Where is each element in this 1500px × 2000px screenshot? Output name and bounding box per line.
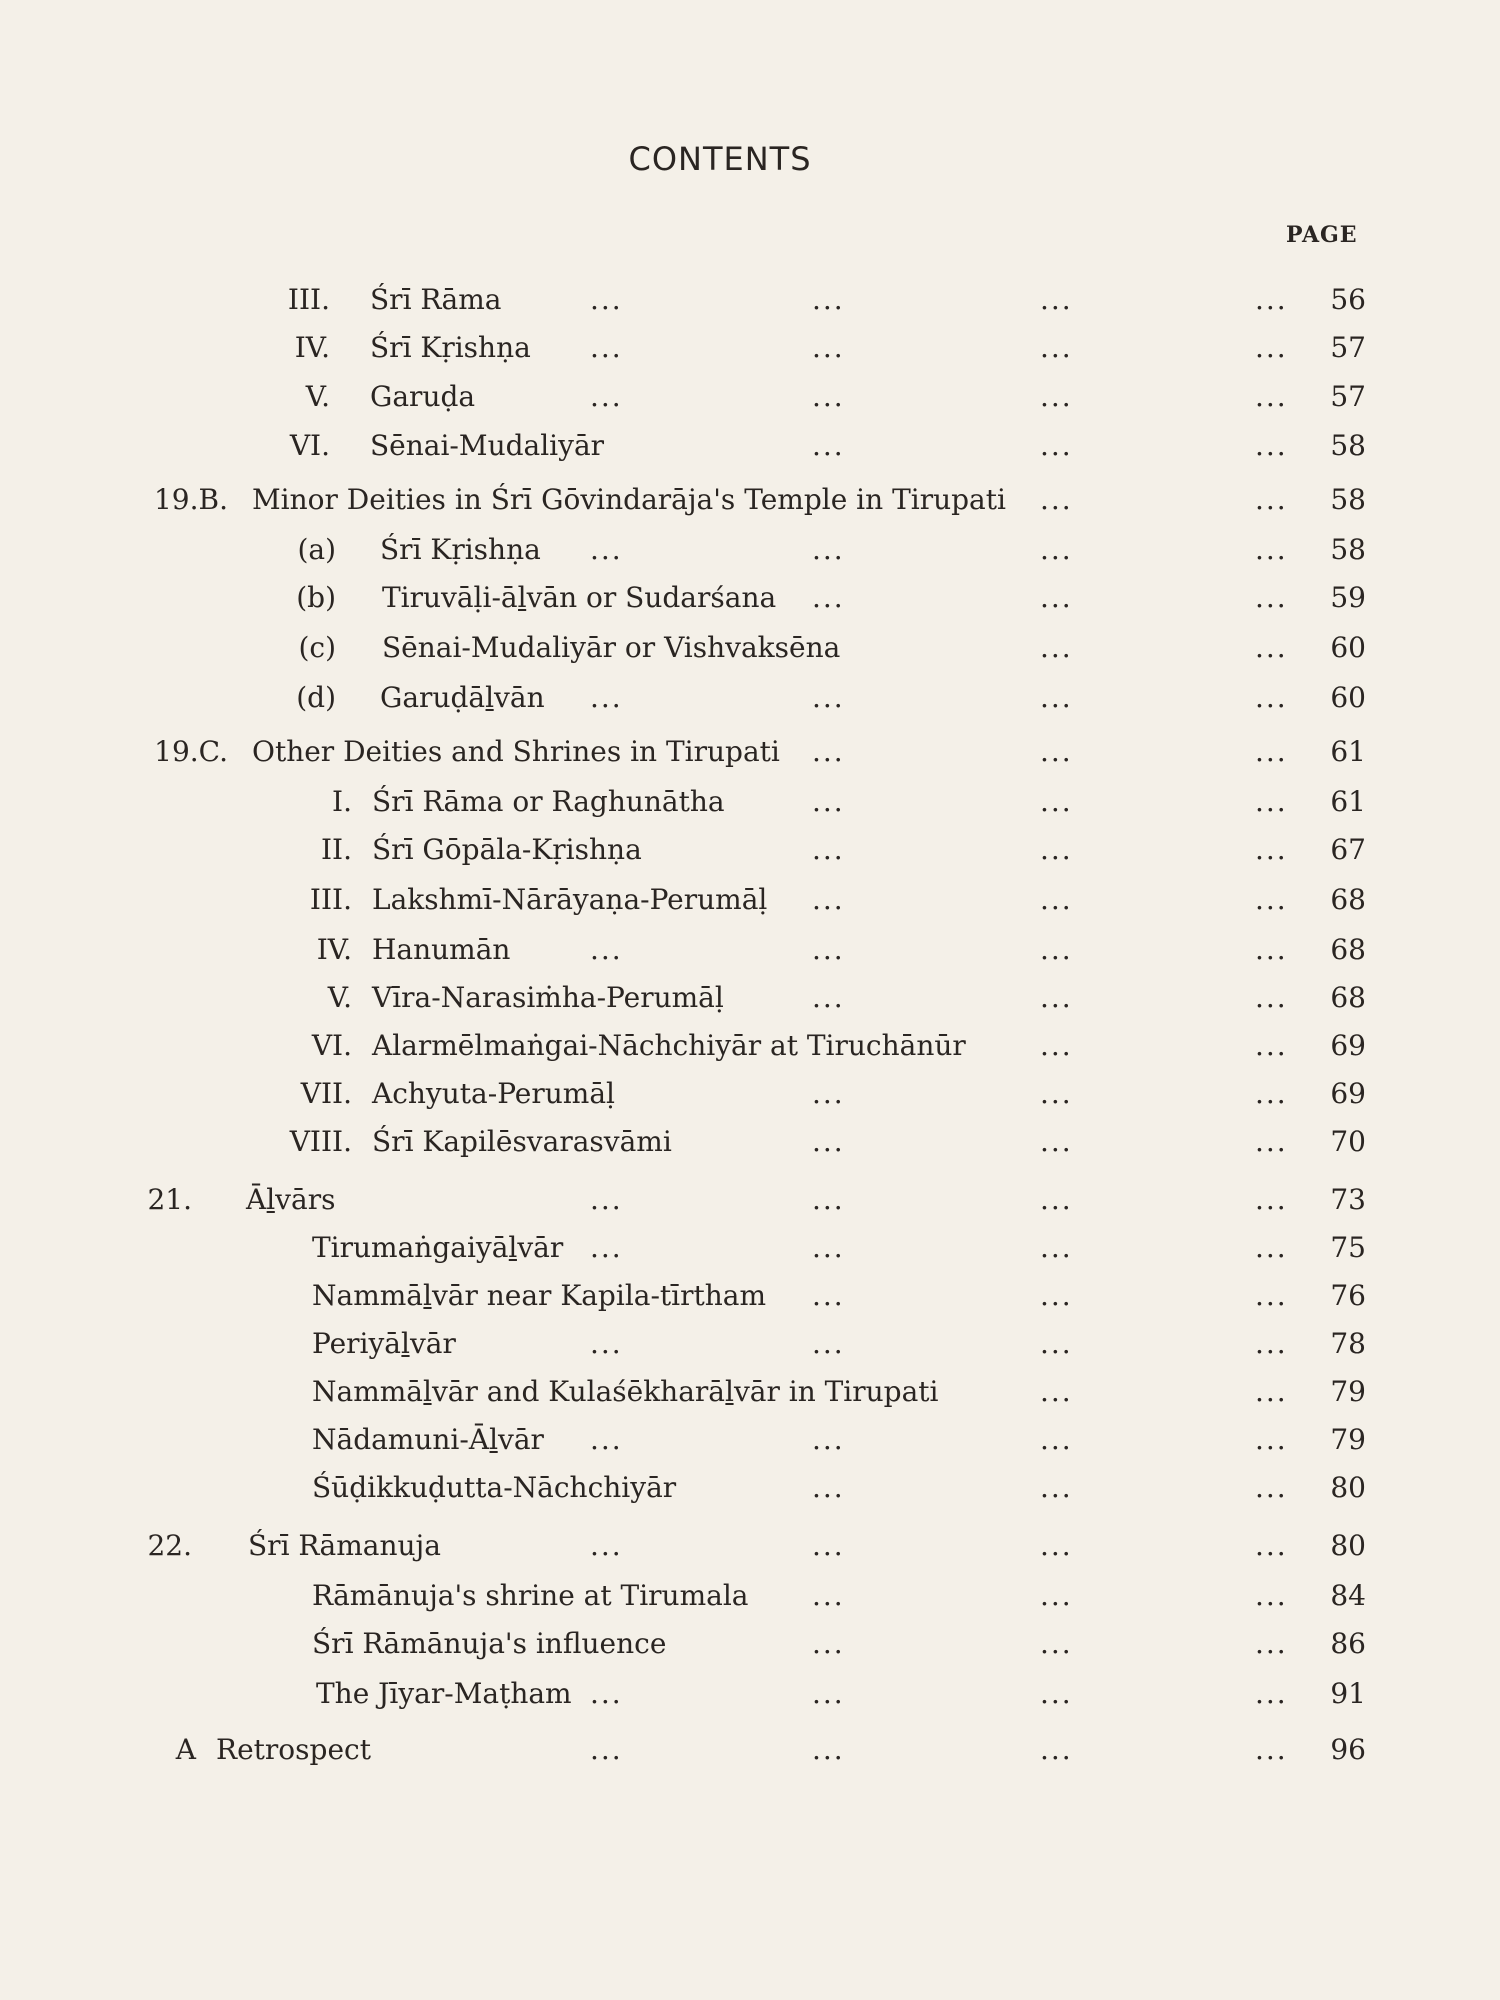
- toc-entry-number: (c): [298, 631, 336, 664]
- dot-leader: ...: [1255, 1327, 1288, 1360]
- dot-leader: ...: [812, 785, 845, 818]
- dot-leader: ...: [590, 1327, 623, 1360]
- page-column-header: PAGE: [1286, 222, 1358, 248]
- toc-entry-page: 56: [1330, 283, 1366, 316]
- dot-leader: ...: [812, 1627, 845, 1660]
- dot-leader: ...: [812, 1579, 845, 1612]
- toc-entry-title: Hanumān: [372, 933, 511, 966]
- toc-entry-page: 91: [1330, 1677, 1366, 1710]
- dot-leader: ...: [1040, 981, 1073, 1014]
- dot-leader: ...: [1040, 380, 1073, 413]
- dot-leader: ...: [812, 581, 845, 614]
- dot-leader: ...: [1255, 331, 1288, 364]
- toc-entry-number: III.: [287, 283, 330, 316]
- toc-entry: [0, 377, 1500, 417]
- toc-entry-page: 61: [1330, 785, 1366, 818]
- dot-leader: ...: [1040, 681, 1073, 714]
- dot-leader: ...: [1255, 533, 1288, 566]
- dot-leader: ...: [1040, 631, 1073, 664]
- toc-entry: [0, 1420, 1500, 1460]
- dot-leader: ...: [1255, 1677, 1288, 1710]
- toc-entry-number: IV.: [316, 933, 352, 966]
- dot-leader: ...: [812, 1125, 845, 1158]
- dot-leader: ...: [1040, 1627, 1073, 1660]
- toc-entry-page: 84: [1330, 1579, 1366, 1612]
- toc-entry-page: 60: [1330, 631, 1366, 664]
- toc-entry-number: 22.: [147, 1529, 192, 1562]
- dot-leader: ...: [1255, 981, 1288, 1014]
- dot-leader: ...: [590, 1231, 623, 1264]
- toc-entry: [0, 1526, 1500, 1566]
- dot-leader: ...: [1255, 1077, 1288, 1110]
- toc-entry: [0, 678, 1500, 718]
- dot-leader: ...: [590, 533, 623, 566]
- dot-leader: ...: [812, 1733, 845, 1766]
- toc-entry-title: Achyuta-Perumāḷ: [372, 1077, 615, 1110]
- dot-leader: ...: [1040, 883, 1073, 916]
- dot-leader: ...: [812, 1231, 845, 1264]
- dot-leader: ...: [812, 1279, 845, 1312]
- dot-leader: ...: [1040, 1677, 1073, 1710]
- dot-leader: ...: [812, 883, 845, 916]
- dot-leader: ...: [1255, 833, 1288, 866]
- toc-entry: [0, 1122, 1500, 1162]
- toc-entry: [0, 782, 1500, 822]
- dot-leader: ...: [1255, 1423, 1288, 1456]
- dot-leader: ...: [812, 1423, 845, 1456]
- toc-entry-title: The Jīyar-Maṭham: [316, 1677, 572, 1710]
- toc-entry-title: Śrī Kṛishṇa: [370, 331, 531, 364]
- toc-entry-number: VII.: [300, 1077, 352, 1110]
- dot-leader: ...: [1255, 581, 1288, 614]
- dot-leader: ...: [1255, 1579, 1288, 1612]
- dot-leader: ...: [1040, 933, 1073, 966]
- toc-entry-page: 78: [1330, 1327, 1366, 1360]
- toc-entry-page: 60: [1330, 681, 1366, 714]
- toc-entry-title: Vīra-Narasiṁha-Perumāḷ: [372, 981, 724, 1014]
- dot-leader: ...: [1255, 1627, 1288, 1660]
- dot-leader: ...: [1255, 631, 1288, 664]
- dot-leader: ...: [590, 681, 623, 714]
- toc-entry-title: Minor Deities in Śrī Gōvindarāja's Temple in Tirupati: [252, 483, 1006, 516]
- toc-entry-page: 96: [1330, 1733, 1366, 1766]
- toc-entry-number: 21.: [147, 1183, 192, 1216]
- dot-leader: ...: [590, 1183, 623, 1216]
- toc-entry: [0, 1180, 1500, 1220]
- dot-leader: ...: [1040, 429, 1073, 462]
- toc-entry-page: 57: [1330, 331, 1366, 364]
- dot-leader: ...: [1040, 581, 1073, 614]
- toc-entry-number: II.: [320, 833, 352, 866]
- dot-leader: ...: [812, 681, 845, 714]
- dot-leader: ...: [812, 1471, 845, 1504]
- toc-entry-number: V.: [305, 380, 330, 413]
- toc-entry-title: Rāmānuja's shrine at Tirumala: [312, 1579, 749, 1612]
- toc-entry-page: 61: [1330, 735, 1366, 768]
- toc-entry: [0, 426, 1500, 466]
- dot-leader: ...: [812, 331, 845, 364]
- dot-leader: ...: [1040, 735, 1073, 768]
- toc-entry-number: VI.: [311, 1029, 352, 1062]
- dot-leader: ...: [1255, 1471, 1288, 1504]
- toc-entry-number: 19.C.: [154, 735, 228, 768]
- dot-leader: ...: [590, 380, 623, 413]
- dot-leader: ...: [812, 429, 845, 462]
- dot-leader: ...: [1040, 1029, 1073, 1062]
- dot-leader: ...: [1255, 1029, 1288, 1062]
- toc-entry-number: VIII.: [289, 1125, 352, 1158]
- dot-leader: ...: [1040, 1375, 1073, 1408]
- dot-leader: ...: [812, 833, 845, 866]
- dot-leader: ...: [1255, 883, 1288, 916]
- toc-entry-page: 68: [1330, 933, 1366, 966]
- dot-leader: ...: [812, 1677, 845, 1710]
- toc-entry: [0, 578, 1500, 618]
- toc-entry-number: (d): [296, 681, 336, 714]
- toc-entry: [0, 628, 1500, 668]
- dot-leader: ...: [1040, 1471, 1073, 1504]
- toc-entry-title: Śūḍikkuḍutta-Nāchchiyār: [312, 1471, 677, 1504]
- dot-leader: ...: [590, 283, 623, 316]
- toc-entry: [0, 1276, 1500, 1316]
- toc-entry-page: 69: [1330, 1077, 1366, 1110]
- toc-entry: [0, 1324, 1500, 1364]
- toc-entry-number: 19.B.: [153, 483, 228, 516]
- dot-leader: ...: [1255, 283, 1288, 316]
- toc-entry-title: Nādamuni-Āḻvār: [312, 1423, 544, 1456]
- dot-leader: ...: [1255, 483, 1288, 516]
- toc-entry-number: A: [175, 1733, 196, 1766]
- toc-entry: [0, 530, 1500, 570]
- dot-leader: ...: [1040, 1279, 1073, 1312]
- toc-entry: [0, 1576, 1500, 1616]
- toc-entry-page: 59: [1330, 581, 1366, 614]
- toc-entry-number: (a): [297, 533, 336, 566]
- dot-leader: ...: [1255, 933, 1288, 966]
- dot-leader: ...: [1255, 1529, 1288, 1562]
- toc-entry-title: Garuḍāḻvān: [380, 681, 545, 714]
- toc-entry-page: 73: [1330, 1183, 1366, 1216]
- dot-leader: ...: [812, 1327, 845, 1360]
- dot-leader: ...: [1255, 1279, 1288, 1312]
- toc-entry-page: 70: [1330, 1125, 1366, 1158]
- toc-entry-page: 80: [1330, 1529, 1366, 1562]
- toc-entry: [0, 480, 1500, 520]
- toc-entry-page: 69: [1330, 1029, 1366, 1062]
- toc-entry: [0, 930, 1500, 970]
- dot-leader: ...: [1255, 1125, 1288, 1158]
- dot-leader: ...: [1255, 1183, 1288, 1216]
- dot-leader: ...: [1040, 1733, 1073, 1766]
- toc-entry-number: VI.: [289, 429, 330, 462]
- dot-leader: ...: [812, 380, 845, 413]
- toc-entry-number: I.: [332, 785, 352, 818]
- dot-leader: ...: [812, 283, 845, 316]
- toc-entry-title: Tiruvāḷi-āḻvān or Sudarśana: [382, 581, 777, 614]
- toc-entry-title: Lakshmī-Nārāyaṇa-Perumāḷ: [372, 883, 768, 916]
- dot-leader: ...: [1040, 331, 1073, 364]
- toc-entry-page: 76: [1330, 1279, 1366, 1312]
- toc-entry-title: Śrī Kapilēsvarasvāmi: [372, 1125, 672, 1158]
- dot-leader: ...: [1040, 1077, 1073, 1110]
- dot-leader: ...: [812, 1529, 845, 1562]
- dot-leader: ...: [1040, 1423, 1073, 1456]
- dot-leader: ...: [1040, 1327, 1073, 1360]
- dot-leader: ...: [812, 1183, 845, 1216]
- dot-leader: ...: [812, 533, 845, 566]
- toc-entry-title: Nammāḻvār and Kulaśēkharāḻvār in Tirupati: [312, 1375, 939, 1408]
- toc-entry-number: IV.: [294, 331, 330, 364]
- toc-entry: [0, 328, 1500, 368]
- toc-entry: [0, 880, 1500, 920]
- dot-leader: ...: [1255, 1733, 1288, 1766]
- toc-entry-title: Tirumaṅgaiyāḻvār: [312, 1231, 564, 1264]
- dot-leader: ...: [812, 1077, 845, 1110]
- toc-entry: [0, 280, 1500, 320]
- toc-entry-title: Garuḍa: [370, 380, 476, 413]
- toc-entry: [0, 1074, 1500, 1114]
- toc-entry: [0, 1674, 1500, 1714]
- toc-entry-title: Retrospect: [216, 1733, 371, 1766]
- toc-entry-page: 58: [1330, 429, 1366, 462]
- toc-entry-page: 58: [1330, 533, 1366, 566]
- toc-entry: [0, 732, 1500, 772]
- dot-leader: ...: [1040, 1125, 1073, 1158]
- toc-entry: [0, 1730, 1500, 1770]
- dot-leader: ...: [590, 933, 623, 966]
- toc-entry-page: 79: [1330, 1375, 1366, 1408]
- dot-leader: ...: [1040, 283, 1073, 316]
- toc-entry-number: III.: [309, 883, 352, 916]
- toc-entry-title: Sēnai-Mudaliyār or Vishvaksēna: [382, 631, 841, 664]
- toc-entry-title: Other Deities and Shrines in Tirupati: [252, 735, 780, 768]
- dot-leader: ...: [1255, 735, 1288, 768]
- toc-entry: [0, 1372, 1500, 1412]
- dot-leader: ...: [1040, 1183, 1073, 1216]
- dot-leader: ...: [812, 981, 845, 1014]
- dot-leader: ...: [1255, 785, 1288, 818]
- toc-entry-page: 75: [1330, 1231, 1366, 1264]
- toc-entry-number: (b): [296, 581, 336, 614]
- toc-entry: [0, 1468, 1500, 1508]
- toc-entry-title: Āḻvārs: [246, 1183, 336, 1216]
- toc-entry-title: Sēnai-Mudaliyār: [370, 429, 605, 462]
- dot-leader: ...: [1255, 380, 1288, 413]
- dot-leader: ...: [1255, 681, 1288, 714]
- toc-entry-page: 67: [1330, 833, 1366, 866]
- toc-entry-title: Alarmēlmaṅgai-Nāchchiyār at Tiruchānūr: [372, 1029, 966, 1062]
- toc-entry-page: 68: [1330, 981, 1366, 1014]
- dot-leader: ...: [590, 1733, 623, 1766]
- toc-entry: [0, 830, 1500, 870]
- dot-leader: ...: [590, 331, 623, 364]
- dot-leader: ...: [590, 1677, 623, 1710]
- toc-entry-number: V.: [327, 981, 352, 1014]
- toc-entry-title: Śrī Kṛishṇa: [380, 533, 541, 566]
- page-title: CONTENTS: [628, 140, 812, 178]
- dot-leader: ...: [590, 1423, 623, 1456]
- toc-entry-page: 86: [1330, 1627, 1366, 1660]
- toc-entry: [0, 1624, 1500, 1664]
- toc-entry-page: 80: [1330, 1471, 1366, 1504]
- toc-entry: [0, 978, 1500, 1018]
- dot-leader: ...: [1040, 1579, 1073, 1612]
- toc-entry-title: Śrī Rāmanuja: [248, 1529, 441, 1562]
- dot-leader: ...: [1040, 1231, 1073, 1264]
- toc-entry-page: 79: [1330, 1423, 1366, 1456]
- dot-leader: ...: [1040, 483, 1073, 516]
- dot-leader: ...: [1040, 785, 1073, 818]
- toc-entry-title: Periyāḻvār: [312, 1327, 456, 1360]
- toc-entry-page: 58: [1330, 483, 1366, 516]
- dot-leader: ...: [1040, 1529, 1073, 1562]
- toc-entry-page: 57: [1330, 380, 1366, 413]
- dot-leader: ...: [1255, 1375, 1288, 1408]
- dot-leader: ...: [590, 1529, 623, 1562]
- dot-leader: ...: [812, 735, 845, 768]
- dot-leader: ...: [1040, 533, 1073, 566]
- dot-leader: ...: [1040, 833, 1073, 866]
- dot-leader: ...: [812, 933, 845, 966]
- dot-leader: ...: [1255, 429, 1288, 462]
- dot-leader: ...: [1255, 1231, 1288, 1264]
- toc-entry: [0, 1026, 1500, 1066]
- toc-entry-title: Śrī Rāma or Raghunātha: [372, 785, 725, 818]
- toc-entry-title: Śrī Rāma: [370, 283, 502, 316]
- toc-entry-title: Śrī Rāmānuja's influence: [312, 1627, 667, 1660]
- toc-entry-page: 68: [1330, 883, 1366, 916]
- toc-entry-title: Nammāḻvār near Kapila-tīrtham: [312, 1279, 767, 1312]
- toc-entry: [0, 1228, 1500, 1268]
- toc-entry-title: Śrī Gōpāla-Kṛishṇa: [372, 833, 642, 866]
